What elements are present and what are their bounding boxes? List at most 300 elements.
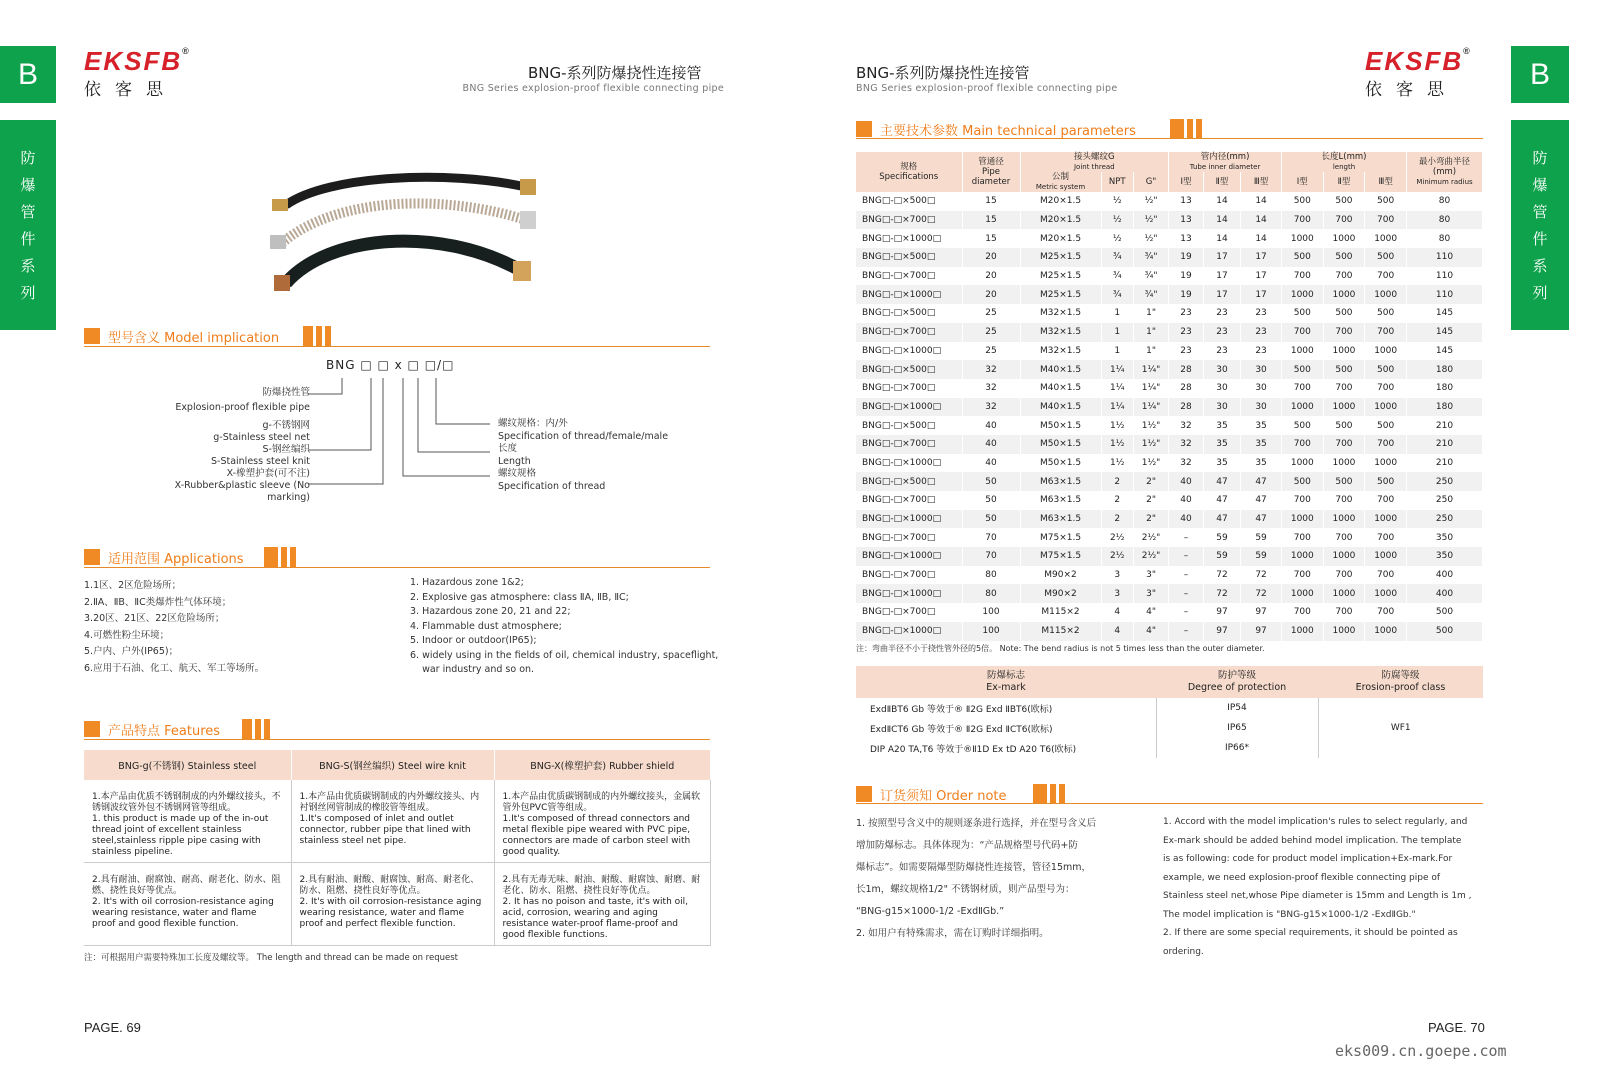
- value-cell: 70: [962, 547, 1020, 566]
- value-cell: ½: [1101, 229, 1133, 248]
- value-cell: –: [1169, 603, 1204, 622]
- chapter-char: 列: [1532, 284, 1548, 302]
- value-cell: 17: [1241, 248, 1282, 267]
- value-cell: 3": [1133, 566, 1168, 585]
- value-cell: 23: [1203, 323, 1240, 342]
- value-cell: 1000: [1323, 285, 1365, 304]
- chapter-char: 管: [1532, 203, 1548, 221]
- value-cell: 1000: [1281, 584, 1323, 603]
- table-row: [856, 285, 1483, 304]
- value-cell: 97: [1241, 622, 1282, 641]
- section-applications: 适用范围 Applications: [84, 546, 296, 568]
- value-cell: 500: [1281, 416, 1323, 435]
- application-item-cn: 5.户内、户外(IP65)；: [84, 646, 179, 657]
- value-cell: 2: [1101, 491, 1133, 510]
- value-cell: 110: [1407, 285, 1483, 304]
- application-item-en: 2. Explosive gas atmosphere: class ⅡA, ⅡB, ⅡC;: [410, 591, 629, 603]
- value-cell: 19: [1169, 248, 1204, 267]
- feature-cell: 1.本产品由优质碳钢制成的内外螺纹接头、内衬钢丝网管制成的橡胶管等组成。 1.It's composed of inlet and outlet connector, rubber pipe that lined with stainless steel net pipe.: [291, 780, 494, 863]
- application-item-en: 1. Hazardous zone 1&2;: [410, 577, 524, 588]
- value-cell: 500: [1281, 304, 1323, 323]
- value-cell: 1000: [1323, 342, 1365, 361]
- value-cell: 32: [1169, 435, 1204, 454]
- application-item-en: 5. Indoor or outdoor(IP65);: [410, 635, 537, 646]
- value-cell: 80: [962, 584, 1020, 603]
- value-cell: M75×1.5: [1020, 528, 1101, 547]
- model-labels-right: 螺纹规格：内/外 Specification of thread/female/male 长度 Length 螺纹规格 Specification of thread: [498, 418, 669, 492]
- table-row: [856, 304, 1483, 323]
- value-cell: 30: [1241, 379, 1282, 398]
- value-cell: 40: [962, 435, 1020, 454]
- chapter-char: 爆: [1532, 176, 1548, 194]
- value-cell: 700: [1281, 267, 1323, 286]
- value-cell: 700: [1365, 323, 1407, 342]
- table-row: [856, 435, 1483, 454]
- value-cell: M32×1.5: [1020, 323, 1101, 342]
- value-cell: 14: [1203, 211, 1240, 230]
- value-cell: 35: [1203, 416, 1240, 435]
- value-cell: 14: [1241, 229, 1282, 248]
- value-cell: 23: [1169, 342, 1204, 361]
- value-cell: 47: [1203, 510, 1240, 529]
- application-item-en: 3. Hazardous zone 20, 21 and 22;: [410, 606, 571, 617]
- value-cell: 400: [1407, 584, 1483, 603]
- value-cell: 4: [1101, 603, 1133, 622]
- value-cell: M25×1.5: [1020, 267, 1101, 286]
- value-cell: 1000: [1323, 229, 1365, 248]
- value-cell: 50: [962, 510, 1020, 529]
- value-cell: 180: [1407, 398, 1483, 417]
- value-cell: M90×2: [1020, 584, 1101, 603]
- value-cell: 50: [962, 472, 1020, 491]
- application-item-cn: 6.应用于石油、化工、航天、军工等场所。: [84, 662, 265, 674]
- spec-cell: BNG□-□×700□: [856, 603, 962, 622]
- value-cell: 350: [1407, 547, 1483, 566]
- value-cell: 500: [1323, 416, 1365, 435]
- spec-cell: BNG□-□×1000□: [856, 454, 962, 473]
- order-line-en: 2. If there are some special requirements, it should be pointed as ordering.: [1163, 928, 1458, 957]
- value-cell: 1000: [1365, 547, 1407, 566]
- value-cell: 700: [1323, 435, 1365, 454]
- table-row: [856, 267, 1483, 286]
- feature-row: [84, 863, 711, 946]
- value-cell: M50×1.5: [1020, 454, 1101, 473]
- value-cell: 500: [1365, 416, 1407, 435]
- spec-cell: BNG□-□×700□: [856, 528, 962, 547]
- value-cell: 72: [1203, 566, 1240, 585]
- section-model: 型号含义 Model implication: [84, 325, 331, 347]
- value-cell: 40: [962, 454, 1020, 473]
- table-row: [856, 528, 1483, 547]
- value-cell: 25: [962, 304, 1020, 323]
- value-cell: 70: [962, 528, 1020, 547]
- section-rule: [856, 803, 1483, 804]
- value-cell: 180: [1407, 360, 1483, 379]
- page-subtitle-right: BNG Series explosion-proof flexible connecting pipe: [856, 83, 1118, 94]
- value-cell: 19: [1169, 267, 1204, 286]
- chapter-tab-right: B: [1511, 46, 1569, 103]
- section-rule: [84, 567, 710, 568]
- value-cell: M25×1.5: [1020, 248, 1101, 267]
- value-cell: 700: [1365, 435, 1407, 454]
- value-cell: 59: [1241, 528, 1282, 547]
- chapter-char: 防: [20, 149, 36, 167]
- section-rule: [856, 138, 1483, 139]
- table-row: [856, 360, 1483, 379]
- value-cell: 700: [1365, 566, 1407, 585]
- spec-cell: BNG□-□×700□: [856, 566, 962, 585]
- value-cell: 15: [962, 211, 1020, 230]
- table-row: [856, 491, 1483, 510]
- application-item-cn: 4.可燃性粉尘环境；: [84, 629, 170, 641]
- table-row: [856, 584, 1483, 603]
- value-cell: 14: [1241, 192, 1282, 211]
- value-cell: 500: [1365, 192, 1407, 211]
- value-cell: –: [1169, 622, 1204, 641]
- value-cell: 700: [1281, 435, 1323, 454]
- value-cell: 700: [1365, 528, 1407, 547]
- chapter-char: 系: [1532, 257, 1548, 275]
- value-cell: –: [1169, 566, 1204, 585]
- value-cell: 700: [1323, 566, 1365, 585]
- value-cell: 25: [962, 323, 1020, 342]
- value-cell: 2½: [1101, 547, 1133, 566]
- application-item-cn: 2.ⅡA、ⅡB、ⅡC类爆炸性气体环境；: [84, 596, 232, 608]
- value-cell: 1000: [1281, 454, 1323, 473]
- value-cell: 30: [1241, 360, 1282, 379]
- order-line-en: Stainless steel net,whose Pipe diameter is 15mm and Length is 1m ,: [1163, 891, 1472, 901]
- value-cell: M115×2: [1020, 603, 1101, 622]
- value-cell: 100: [962, 622, 1020, 641]
- model-diagram-lines: [300, 372, 500, 502]
- value-cell: 500: [1281, 360, 1323, 379]
- watermark: eks009.cn.goepe.com: [1335, 1042, 1507, 1060]
- value-cell: 1000: [1365, 622, 1407, 641]
- value-cell: 1": [1133, 342, 1168, 361]
- value-cell: 13: [1169, 211, 1204, 230]
- chapter-char: 防: [1532, 149, 1548, 167]
- value-cell: 700: [1323, 603, 1365, 622]
- value-cell: 14: [1241, 211, 1282, 230]
- chapter-vertical-right: [1511, 120, 1569, 330]
- table-row: [856, 192, 1483, 211]
- value-cell: 700: [1281, 491, 1323, 510]
- spec-cell: BNG□-□×500□: [856, 192, 962, 211]
- table-row: [856, 323, 1483, 342]
- spec-cell: BNG□-□×1000□: [856, 285, 962, 304]
- value-cell: 1: [1101, 304, 1133, 323]
- value-cell: 1000: [1281, 547, 1323, 566]
- value-cell: 97: [1203, 622, 1240, 641]
- value-cell: 35: [1203, 454, 1240, 473]
- value-cell: ¾": [1133, 285, 1168, 304]
- value-cell: 1: [1101, 323, 1133, 342]
- value-cell: 40: [1169, 510, 1204, 529]
- order-line-en: Ex-mark should be added behind model implication. The template: [1163, 835, 1462, 846]
- value-cell: M50×1.5: [1020, 435, 1101, 454]
- value-cell: 23: [1203, 304, 1240, 323]
- value-cell: 1½": [1133, 435, 1168, 454]
- value-cell: 28: [1169, 379, 1204, 398]
- table-row: [856, 398, 1483, 417]
- table-row: [856, 211, 1483, 230]
- table-row: [856, 416, 1483, 435]
- value-cell: 23: [1169, 323, 1204, 342]
- value-cell: 72: [1241, 566, 1282, 585]
- value-cell: 500: [1281, 248, 1323, 267]
- value-cell: M50×1.5: [1020, 416, 1101, 435]
- value-cell: 32: [1169, 454, 1204, 473]
- section-order: 订货须知 Order note: [856, 783, 1065, 805]
- table-row: [856, 510, 1483, 529]
- spec-cell: BNG□-□×1000□: [856, 229, 962, 248]
- value-cell: 500: [1323, 360, 1365, 379]
- value-cell: 17: [1203, 285, 1240, 304]
- feature-cell: 1.本产品由优质不锈钢制成的内外螺纹接头，不锈钢波纹管外包不锈钢网管等组成。 1. this product is made up of the in-out thread joint of excellent stainless steel,stainless ripple pipe casing with stainless pipeline.: [84, 780, 291, 863]
- value-cell: M90×2: [1020, 566, 1101, 585]
- value-cell: 500: [1365, 472, 1407, 491]
- value-cell: 23: [1241, 304, 1282, 323]
- value-cell: 47: [1203, 491, 1240, 510]
- value-cell: 1¼: [1101, 379, 1133, 398]
- value-cell: 19: [1169, 285, 1204, 304]
- spec-cell: BNG□-□×700□: [856, 435, 962, 454]
- value-cell: 17: [1203, 267, 1240, 286]
- value-cell: 1000: [1323, 510, 1365, 529]
- value-cell: M40×1.5: [1020, 379, 1101, 398]
- chapter-char: 列: [20, 284, 36, 302]
- value-cell: 1000: [1365, 398, 1407, 417]
- value-cell: 500: [1407, 603, 1483, 622]
- value-cell: 97: [1241, 603, 1282, 622]
- spec-cell: BNG□-□×700□: [856, 379, 962, 398]
- value-cell: 20: [962, 285, 1020, 304]
- value-cell: 40: [1169, 472, 1204, 491]
- value-cell: 1000: [1365, 342, 1407, 361]
- spec-cell: BNG□-□×700□: [856, 267, 962, 286]
- table-row: [856, 622, 1483, 641]
- value-cell: M20×1.5: [1020, 192, 1101, 211]
- features-table: BNG-g(不锈钢) Stainless steel BNG-S(钢丝编织) Steel wire knit BNG-X(橡塑护套) Rubber shield 1.本产品由优质不锈钢制成的内外螺纹接头，不锈钢波纹管外包不锈钢网管等组成。 1. this product is made up of the in-out thread joint of excellent stainless steel,stainless ripple pipe casing with stainless pipeline. 1.本产品由优质碳钢制成的内外螺纹接头、内衬钢丝网管制成的橡胶管等组成。 1.It's composed of inlet and outlet connector, rubber pipe that lined with stainless steel net pipe. 1.本产品由优质碳钢制成的内外螺纹接头，金属软管外包PVC管等组成。 1.It's composed of thread connectors and metal flexible pipe weared with PVC pipe, connectors are made of carbon steel with good quality. 2.具有耐油、耐腐蚀、耐高、耐老化、防水、阻燃、挠性良好等优点。 2. It's with oil corrosion-resistance aging wearing resistance, water and flame proof and good flexible function. 2.具有耐油、耐酸、耐腐蚀、耐高、耐老化、防水、阻燃、挠性良好等优点。 2. It's with oil corrosion-resistance aging wearing resistance, water and flame proof and perfect flexible function. 2.具有无毒无味、耐油、耐酸、耐腐蚀、耐磨、耐老化、防水、阻燃、挠性良好等优点。 2. It has no poison and taste, it's with oil, acid, corrosion, wearing and aging resistance water-proof flame-proof and good flexible functions.: [84, 750, 711, 946]
- model-labels-left: 防爆挠性管 Explosion-proof flexible pipe g-不锈钢网 g-Stainless steel net S-钢丝编织 S-Stainless steel knit X-橡塑护套(可不注) X-Rubber&plastic sleeve (No marking): [174, 387, 310, 503]
- application-item-en: war industry and so on.: [410, 664, 535, 675]
- value-cell: 3: [1101, 584, 1133, 603]
- value-cell: M115×2: [1020, 622, 1101, 641]
- value-cell: 1: [1101, 342, 1133, 361]
- value-cell: M63×1.5: [1020, 491, 1101, 510]
- value-cell: 210: [1407, 416, 1483, 435]
- value-cell: 47: [1241, 510, 1282, 529]
- section-features: 产品特点 Features: [84, 718, 270, 740]
- value-cell: 80: [962, 566, 1020, 585]
- order-cn: [856, 813, 1156, 945]
- value-cell: ½: [1101, 192, 1133, 211]
- value-cell: M20×1.5: [1020, 229, 1101, 248]
- table-row: [856, 603, 1483, 622]
- value-cell: 1¼: [1101, 398, 1133, 417]
- value-cell: M20×1.5: [1020, 211, 1101, 230]
- value-cell: 500: [1323, 248, 1365, 267]
- value-cell: 35: [1241, 454, 1282, 473]
- section-rule: [84, 346, 710, 347]
- ex-mark-table: 防爆标志 Ex-mark 防护等级 Degree of protection 防腐等级 Erosion-proof class ExdⅡBT6 Gb 等效于® Ⅱ2G Exd ⅡBT6(欧标) IP54 WF1 ExdⅡCT6 Gb 等效于® Ⅱ2G Exd ⅡCT6(欧标) IP65 DIP A20 TA,T6 等效于®Ⅱ1D Ex tD A20 T6(欧标) IP66*: [856, 666, 1483, 758]
- value-cell: ¾: [1101, 267, 1133, 286]
- value-cell: 500: [1365, 248, 1407, 267]
- value-cell: 1000: [1281, 285, 1323, 304]
- value-cell: 1000: [1323, 584, 1365, 603]
- value-cell: 32: [962, 398, 1020, 417]
- value-cell: 1000: [1365, 510, 1407, 529]
- value-cell: 2½": [1133, 547, 1168, 566]
- value-cell: 13: [1169, 192, 1204, 211]
- chapter-char: 爆: [20, 176, 36, 194]
- value-cell: 32: [962, 379, 1020, 398]
- spec-cell: BNG□-□×1000□: [856, 622, 962, 641]
- value-cell: 700: [1365, 379, 1407, 398]
- spec-cell: BNG□-□×1000□: [856, 547, 962, 566]
- value-cell: M63×1.5: [1020, 510, 1101, 529]
- value-cell: 47: [1241, 491, 1282, 510]
- value-cell: 23: [1241, 342, 1282, 361]
- value-cell: 1000: [1365, 285, 1407, 304]
- applications-cn: [84, 578, 384, 677]
- table-row: [856, 454, 1483, 473]
- value-cell: 1": [1133, 304, 1168, 323]
- parameters-table: 规格 Specifications 管通径 Pipe diameter 接头螺纹G Joint thread 管内径(mm) Tube inner diameter 长度L(mm) length 最小弯曲半径 (mm) Minimum radius 公制 Metric system NPT G" Ⅰ型 Ⅱ型 Ⅲ型 Ⅰ型 Ⅱ型 Ⅲ型 BNG□-□×500□ 15 M20×1.5 ½ ½" 13 14 14 500 500 500 80 BNG□-□×700□ 15 M20×1.5 ½ ½" 13 14 14 700 700 700 80 BNG□-□×1000□ 15 M20×1.5 ½ ½" 13 14 14 1000 1000 1000 80 BNG□-□×500□ 20 M25×1.5 ¾ ¾" 19 17 17 500 500 500 110 BNG□-□×700□ 20 M25×1.5 ¾ ¾" 19 17 17 700 700 700 110 BNG□-□×1000□ 20 M25×1.5 ¾ ¾" 19 17 17 1000 1000 1000 110 BNG□-□×500□ 25 M32×1.5 1 1" 23 23 23 500 500 500 145 BNG□-□×700□ 25 M32×1.5 1 1" 23 23 23 700 700 700 145 BNG□-□×1000□ 25 M32×1.5 1 1" 23 23 23 1000 1000 1000 145 BNG□-□×500□ 32 M40×1.5 1¼ 1¼" 28 30 30 500 500 500 180 BNG□-□×700□ 32 M40×1.5 1¼ 1¼" 28 30 30 700 700 700 180 BNG□-□×1000□ 32 M40×1.5 1¼ 1¼" 28 30 30 1000 1000 1000 180 BNG□-□×500□ 40 M50×1.5 1½ 1½" 32 35 35 500 500 500 210 BNG□-□×700□ 40 M50×1.5 1½ 1½" 32 35 35 700 700 700 210 BNG□-□×1000□ 40 M50×1.5 1½ 1½" 32 35 35 1000 1000 1000 210 BNG□-□×500□ 50 M63×1.5 2 2" 40 47 47 500 500 500 250 BNG□-□×700□ 50 M63×1.5 2 2" 40 47 47 700 700 700 250 BNG□-□×1000□ 50 M63×1.5 2 2" 40 47 47 1000 1000 1000 250 BNG□-□×700□ 70 M75×1.5 2½ 2½" – 59 59 700 700 700 350 BNG□-□×1000□ 70 M75×1.5 2½ 2½" – 59 59 1000 1000 1000 350 BNG□-□×700□ 80 M90×2 3 3" – 72 72 700 700 700 400 BNG□-□×1000□ 80 M90×2 3 3" – 72 72 1000 1000 1000 400 BNG□-□×700□ 100 M115×2 4 4" – 97 97 700 700 700 500 BNG□-□×1000□ 100 M115×2 4 4" – 97 97 1000 1000 1000 500: [856, 152, 1483, 641]
- value-cell: 500: [1323, 472, 1365, 491]
- value-cell: 2½": [1133, 528, 1168, 547]
- value-cell: 28: [1169, 398, 1204, 417]
- value-cell: 1000: [1281, 342, 1323, 361]
- value-cell: 145: [1407, 342, 1483, 361]
- value-cell: 1¼": [1133, 379, 1168, 398]
- value-cell: 2: [1101, 472, 1133, 491]
- value-cell: 14: [1203, 229, 1240, 248]
- section-rule: [84, 739, 710, 740]
- table-row: [856, 472, 1483, 491]
- value-cell: 250: [1407, 510, 1483, 529]
- value-cell: 14: [1203, 192, 1240, 211]
- chapter-tab-left: B: [0, 46, 56, 103]
- value-cell: 500: [1365, 360, 1407, 379]
- order-en: [1163, 813, 1483, 961]
- feature-cell: 2.具有耐油、耐酸、耐腐蚀、耐高、耐老化、防水、阻燃、挠性良好等优点。 2. It's with oil corrosion-resistance aging wearing resistance, water and flame proof and perfect flexible function.: [291, 863, 494, 946]
- spec-cell: BNG□-□×1000□: [856, 510, 962, 529]
- value-cell: 700: [1365, 211, 1407, 230]
- value-cell: 15: [962, 229, 1020, 248]
- value-cell: 110: [1407, 267, 1483, 286]
- value-cell: –: [1169, 528, 1204, 547]
- value-cell: 500: [1407, 622, 1483, 641]
- features-note: 注：可根据用户需要特殊加工长度及螺纹等。 The length and thread can be made on request: [84, 953, 458, 963]
- value-cell: 23: [1169, 304, 1204, 323]
- value-cell: 1000: [1365, 229, 1407, 248]
- page-title-left: BNG-系列防爆挠性连接管: [528, 64, 702, 82]
- spec-cell: BNG□-□×1000□: [856, 342, 962, 361]
- value-cell: 15: [962, 192, 1020, 211]
- value-cell: 180: [1407, 379, 1483, 398]
- value-cell: 1000: [1281, 622, 1323, 641]
- value-cell: 35: [1203, 435, 1240, 454]
- page-title-right: BNG-系列防爆挠性连接管: [856, 64, 1030, 82]
- value-cell: –: [1169, 584, 1204, 603]
- value-cell: 30: [1241, 398, 1282, 417]
- value-cell: 700: [1323, 211, 1365, 230]
- value-cell: 700: [1323, 267, 1365, 286]
- value-cell: ¾: [1101, 285, 1133, 304]
- value-cell: 1½: [1101, 416, 1133, 435]
- page-subtitle-left: BNG Series explosion-proof flexible connecting pipe: [462, 83, 724, 94]
- value-cell: 500: [1365, 304, 1407, 323]
- value-cell: 700: [1281, 603, 1323, 622]
- value-cell: 72: [1241, 584, 1282, 603]
- value-cell: 1000: [1365, 454, 1407, 473]
- value-cell: ¾": [1133, 267, 1168, 286]
- page-number-left: PAGE. 69: [84, 1020, 141, 1035]
- value-cell: 145: [1407, 304, 1483, 323]
- value-cell: 30: [1203, 379, 1240, 398]
- value-cell: 700: [1365, 267, 1407, 286]
- value-cell: 2½: [1101, 528, 1133, 547]
- model-code: BNG □ □ x □ □/□: [326, 358, 455, 372]
- applications-en: [410, 576, 719, 678]
- table-note: 注：弯曲半径不小于挠性管外径的5倍。 Note: The bend radius is not 5 times less than the outer diameter.: [856, 644, 1265, 653]
- value-cell: 1½": [1133, 454, 1168, 473]
- value-cell: 32: [962, 360, 1020, 379]
- value-cell: 2": [1133, 491, 1168, 510]
- value-cell: 1000: [1365, 584, 1407, 603]
- value-cell: 47: [1203, 472, 1240, 491]
- order-line-en: example, we need explosion-proof flexible connecting pipe of: [1163, 872, 1441, 883]
- spec-cell: BNG□-□×700□: [856, 211, 962, 230]
- value-cell: 145: [1407, 323, 1483, 342]
- value-cell: 80: [1407, 192, 1483, 211]
- value-cell: ½": [1133, 192, 1168, 211]
- value-cell: ¾": [1133, 248, 1168, 267]
- value-cell: M63×1.5: [1020, 472, 1101, 491]
- table-row: [856, 248, 1483, 267]
- value-cell: 1000: [1281, 510, 1323, 529]
- page-number-right: PAGE. 70: [1428, 1020, 1485, 1035]
- value-cell: 80: [1407, 211, 1483, 230]
- value-cell: 20: [962, 267, 1020, 286]
- order-line-en: is as following: code for product model implication+Ex-mark.For: [1163, 854, 1453, 864]
- order-line-en: The model implication is "BNG-g15×1000-1/2 -ExdⅡGb.": [1163, 909, 1416, 920]
- value-cell: 1000: [1323, 454, 1365, 473]
- value-cell: 350: [1407, 528, 1483, 547]
- chapter-char: 件: [20, 230, 36, 248]
- application-item-en: 6. widely using in the fields of oil, chemical industry, spaceflight,: [410, 649, 719, 661]
- value-cell: 500: [1323, 192, 1365, 211]
- value-cell: 3": [1133, 584, 1168, 603]
- value-cell: 2": [1133, 472, 1168, 491]
- value-cell: 110: [1407, 248, 1483, 267]
- value-cell: 1000: [1323, 547, 1365, 566]
- value-cell: 2: [1101, 510, 1133, 529]
- table-row: [856, 379, 1483, 398]
- value-cell: 23: [1241, 323, 1282, 342]
- value-cell: 59: [1203, 528, 1240, 547]
- value-cell: M32×1.5: [1020, 342, 1101, 361]
- value-cell: 500: [1281, 472, 1323, 491]
- value-cell: M40×1.5: [1020, 360, 1101, 379]
- value-cell: 1½: [1101, 454, 1133, 473]
- chapter-char: 管: [20, 203, 36, 221]
- value-cell: 1½: [1101, 435, 1133, 454]
- application-item-cn: 3.20区、21区、22区危险场所；: [84, 613, 225, 624]
- value-cell: M25×1.5: [1020, 285, 1101, 304]
- value-cell: 30: [1203, 360, 1240, 379]
